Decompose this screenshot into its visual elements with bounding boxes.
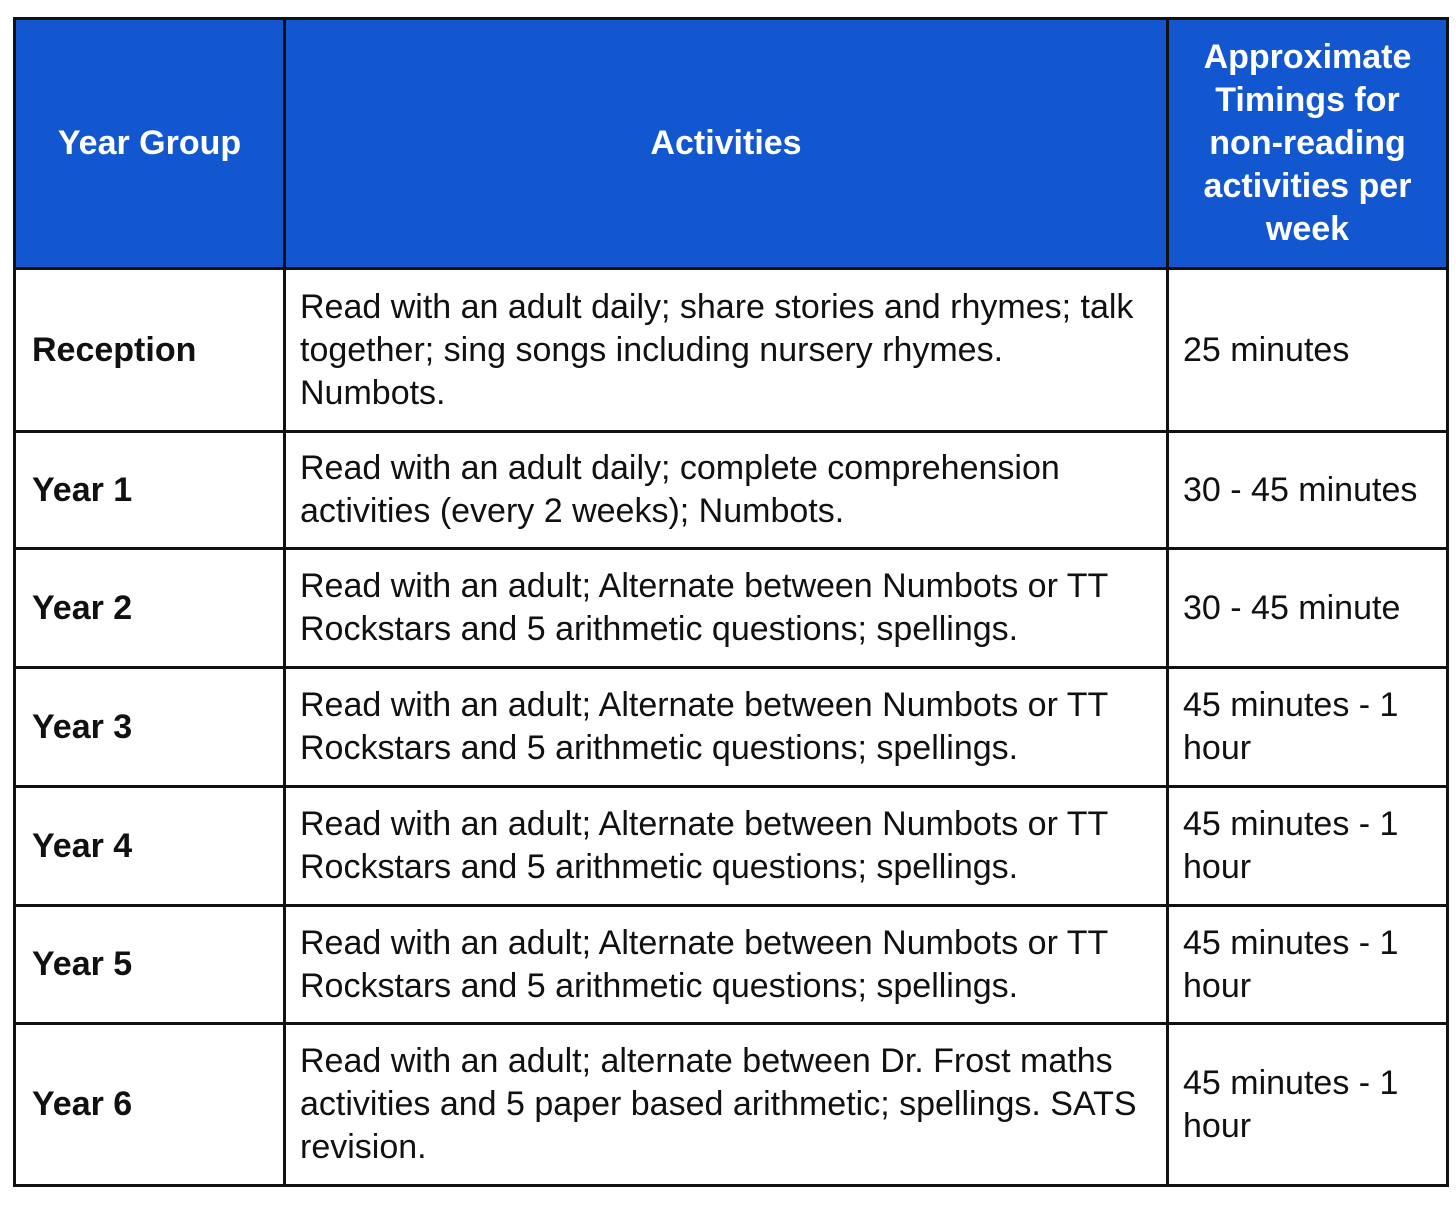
table-row [15, 269, 1448, 432]
activities-cell: Read with an adult; Alternate between Numbots or TT Rockstars and 5 arithmetic questions; spellings. [285, 906, 1168, 1024]
table-row [15, 906, 1448, 1024]
year-cell: Reception [15, 269, 285, 432]
table-row [15, 549, 1448, 668]
header-activities: Activities [285, 19, 1168, 269]
header-year-group: Year Group [15, 19, 285, 269]
table-row [15, 787, 1448, 906]
table-row [15, 668, 1448, 787]
timing-cell: 45 minutes - 1 hour [1168, 668, 1448, 787]
activities-cell: Read with an adult daily; complete comprehension activities (every 2 weeks); Numbots. [285, 432, 1168, 549]
timing-cell: 45 minutes - 1 hour [1168, 1024, 1448, 1186]
table-row [15, 1024, 1448, 1186]
timing-cell: 45 minutes - 1 hour [1168, 787, 1448, 906]
header-timings: Approximate Timings for non-reading activities per week [1168, 19, 1448, 269]
timing-cell: 45 minutes - 1 hour [1168, 906, 1448, 1024]
homework-timings-table [13, 17, 1449, 1187]
year-cell: Year 1 [15, 432, 285, 549]
year-cell: Year 6 [15, 1024, 285, 1186]
year-cell: Year 2 [15, 549, 285, 668]
timing-cell: 30 - 45 minute [1168, 549, 1448, 668]
table-header [15, 19, 1448, 269]
activities-cell: Read with an adult; Alternate between Numbots or TT Rockstars and 5 arithmetic questions; spellings. [285, 549, 1168, 668]
activities-cell: Read with an adult; alternate between Dr. Frost maths activities and 5 paper based arithmetic; spellings. SATS revision. [285, 1024, 1168, 1186]
activities-cell: Read with an adult daily; share stories and rhymes; talk together; sing songs including nursery rhymes. Numbots. [285, 269, 1168, 432]
header-row [15, 19, 1448, 269]
homework-table-container [13, 17, 1446, 1187]
year-cell: Year 3 [15, 668, 285, 787]
table-row [15, 432, 1448, 549]
timing-cell: 30 - 45 minutes [1168, 432, 1448, 549]
timing-cell: 25 minutes [1168, 269, 1448, 432]
year-cell: Year 5 [15, 906, 285, 1024]
activities-cell: Read with an adult; Alternate between Numbots or TT Rockstars and 5 arithmetic questions; spellings. [285, 787, 1168, 906]
activities-cell: Read with an adult; Alternate between Numbots or TT Rockstars and 5 arithmetic questions; spellings. [285, 668, 1168, 787]
table-body [15, 269, 1448, 1186]
year-cell: Year 4 [15, 787, 285, 906]
